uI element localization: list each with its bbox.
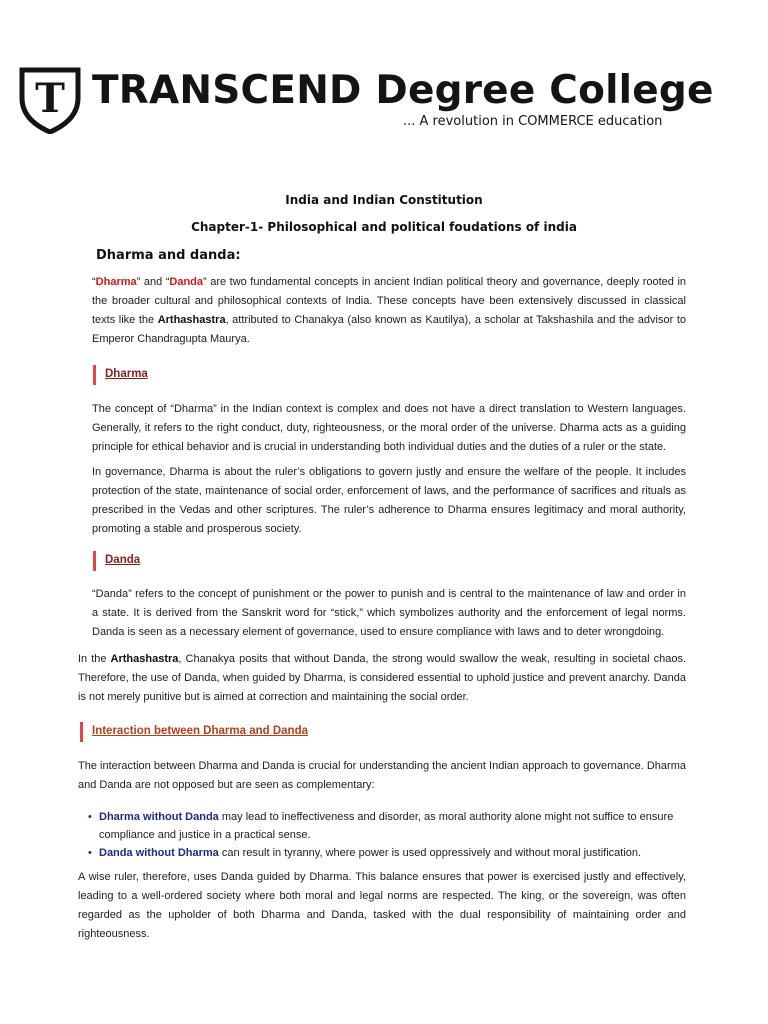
dharma-paragraph-2: In governance, Dharma is about the ruler’s obligations to govern justly and ensure the welfare of the people. It includes protection of the state, maintenance of social order, enforcement of laws, and the performance of sacrifices and rituals as prescribed in the Vedas and other scriptures. The ruler’s adherence to Dharma ensures legitimacy and moral authority, promoting a stable and prosperous society. [92, 466, 686, 535]
college-header [14, 62, 714, 136]
interaction-heading-label: Interaction between Dharma and Danda [92, 725, 308, 737]
list-item: • Danda without Dharma can result in tyranny, where power is used oppressively and without moral justification. [86, 844, 686, 862]
dharma-heading-label: Dharma [105, 368, 148, 380]
list-item: • Dharma without Danda may lead to ineffectiveness and disorder, as moral authority alone might not suffice to ensure compliance and justice in a practical sense. [86, 808, 686, 844]
brand-name: TRANSCEND Degree College [92, 68, 714, 113]
bullet-dot-icon: • [88, 811, 92, 823]
chapter-title: Chapter-1- Philosophical and political foudations of india [191, 220, 577, 234]
svg-text:T: T [35, 75, 65, 122]
dharma-term: Dharma [95, 276, 137, 288]
section-accent-bar [80, 722, 83, 742]
danda-paragraph-2: In the Arthashastra, Chanakya posits that without Danda, the strong would swallow the weak, resulting in societal chaos. Therefore, the use of Danda, when guided by Dharma, is considered essential to uphold justice and prevent anarchy. Danda is not merely punitive but is aimed at correction and maintaining the social order. [78, 653, 686, 703]
arthashastra-term: Arthashastra [110, 653, 179, 665]
topic-heading: Dharma and danda: [96, 248, 241, 263]
section-accent-bar [93, 365, 96, 385]
interaction-paragraph: The interaction between Dharma and Danda is crucial for understanding the ancient Indian approach to governance. Dharma and Danda are not opposed but are seen as complementary: [78, 760, 686, 791]
section-accent-bar [93, 551, 96, 571]
dharma-paragraph-1: The concept of “Dharma” in the Indian context is complex and does not have a direct translation to Western languages. Generally, it refers to the right conduct, duty, righteousness, or the moral order of the universe. Dharma acts as a guiding principle for ethical behavior and is crucial in understanding both individual duties and the duties of a ruler or the state. [92, 403, 686, 453]
conclusion-paragraph: A wise ruler, therefore, uses Danda guided by Dharma. This balance ensures that power is exercised justly and effectively, leading to a well-ordered society where both moral and legal norms are respected. The king, or the sovereign, was often regarded as the upholder of both Dharma and Danda, tasked with the dual responsibility of maintaining order and righteousness. [78, 871, 686, 940]
arthashastra-term: Arthashastra [157, 314, 226, 326]
bullet-dot-icon: • [88, 847, 92, 859]
college-logo-shield-icon [18, 64, 82, 134]
danda-term: Danda [169, 276, 204, 288]
subject-title: India and Indian Constitution [285, 193, 483, 207]
danda-paragraph-1: “Danda” refers to the concept of punishment or the power to punish and is central to the maintenance of law and order in a state. It is derived from the Sanskrit word for “stick,” which symbolizes authority and the enforcement of legal norms. Danda is seen as a necessary element of governance, used to ensure compliance with laws and to deter wrongdoing. [92, 588, 686, 638]
intro-paragraph: “Dharma” and “Danda” are two fundamental concepts in ancient Indian political theory and governance, deeply rooted in the broader cultural and philosophical contexts of India. These concepts have been extensively discussed in classical texts like the Arthashastra, attributed to Chanakya (also known as Kautilya), a scholar at Takshashila and the advisor to Emperor Chandragupta Maurya. [92, 276, 687, 345]
danda-heading-label: Danda [105, 554, 141, 566]
tagline: ... A revolution in COMMERCE education [403, 114, 663, 129]
interaction-bullet-list [86, 808, 686, 862]
